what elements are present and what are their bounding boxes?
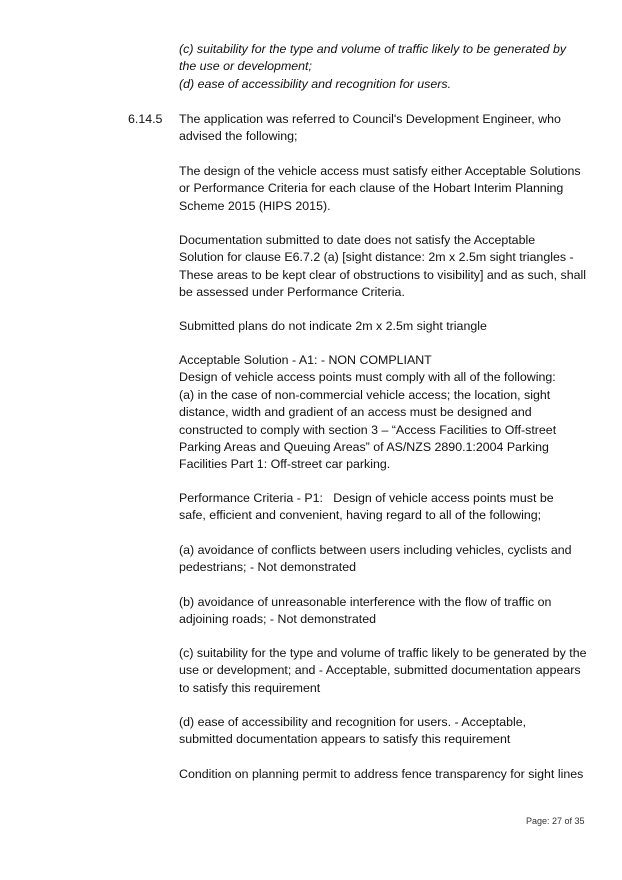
text-line: Solution for clause E6.7.2 (a) [sight distance: 2m x 2.5m sight triangles -	[179, 250, 574, 265]
section-intro-line-2: advised the following;	[179, 129, 298, 144]
criteria-d-line: (d) ease of accessibility and recognition for users.	[179, 76, 452, 91]
paragraph-criterion-c	[179, 645, 589, 697]
text-line: constructed to comply with section 3 – “Access Facilities to Off-street	[179, 422, 557, 437]
paragraph-criterion-a	[179, 542, 589, 577]
paragraph-condition	[179, 766, 589, 783]
text-line: be assessed under Performance Criteria.	[179, 285, 405, 300]
page-number: Page: 27 of 35	[526, 816, 585, 826]
text-line: Documentation submitted to date does not satisfy the Acceptable	[179, 233, 536, 247]
text-line: (b) avoidance of unreasonable interference with the flow of traffic on	[179, 595, 552, 609]
paragraph-submitted-plans	[179, 318, 589, 335]
section-intro	[179, 111, 589, 146]
text-line: Parking Areas and Queuing Areas” of AS/NZS 2890.1:2004 Parking	[179, 440, 549, 455]
text-line: submitted documentation appears to satisfy this requirement	[179, 732, 511, 747]
text-line: to satisfy this requirement	[179, 680, 321, 695]
text-line: safe, efficient and convenient, having regard to all of the following;	[179, 508, 542, 523]
text-line: Performance Criteria - P1: Design of vehicle access points must be	[179, 491, 554, 505]
paragraph-criterion-b	[179, 594, 589, 629]
text-line: distance, width and gradient of an access must be designed and	[179, 405, 532, 420]
paragraph-documentation	[179, 232, 589, 302]
text-line: The design of the vehicle access must satisfy either Acceptable Solutions	[179, 164, 581, 178]
text-line: Acceptable Solution - A1: - NON COMPLIANT	[179, 353, 432, 367]
criteria-c-line-1: (c) suitability for the type and volume of traffic likely to be generated by	[179, 42, 567, 56]
section-number: 6.14.5	[128, 112, 163, 126]
intro-criteria	[179, 41, 589, 93]
text-line: Condition on planning permit to address fence transparency for sight lines	[179, 767, 584, 781]
paragraph-acceptable-solution	[179, 352, 589, 474]
text-line: pedestrians; - Not demonstrated	[179, 560, 357, 575]
text-line: adjoining roads; - Not demonstrated	[179, 612, 376, 627]
text-line: (a) in the case of non-commercial vehicle access; the location, sight	[179, 387, 551, 402]
text-line: (a) avoidance of conflicts between users including vehicles, cyclists and	[179, 543, 572, 557]
text-line: or Performance Criteria for each clause of the Hobart Interim Planning	[179, 181, 564, 196]
text-line: Scheme 2015 (HIPS 2015).	[179, 198, 331, 213]
paragraph-design-requirement	[179, 163, 589, 215]
section-intro-line-1: The application was referred to Council's Development Engineer, who	[179, 112, 561, 126]
text-line: (c) suitability for the type and volume of traffic likely to be generated by the	[179, 646, 587, 660]
paragraph-criterion-d	[179, 714, 589, 749]
text-line: Facilities Part 1: Off-street car parking.	[179, 457, 391, 472]
text-line: (d) ease of accessibility and recognition for users. - Acceptable,	[179, 715, 527, 729]
text-line: Design of vehicle access points must comply with all of the following:	[179, 370, 556, 385]
paragraph-performance-criteria	[179, 490, 589, 525]
text-line: use or development; and - Acceptable, submitted documentation appears	[179, 663, 581, 678]
criteria-c-line-2: the use or development;	[179, 59, 312, 74]
text-line: Submitted plans do not indicate 2m x 2.5m sight triangle	[179, 319, 487, 333]
text-line: These areas to be kept clear of obstructions to visibility] and as such, shall	[179, 267, 587, 282]
